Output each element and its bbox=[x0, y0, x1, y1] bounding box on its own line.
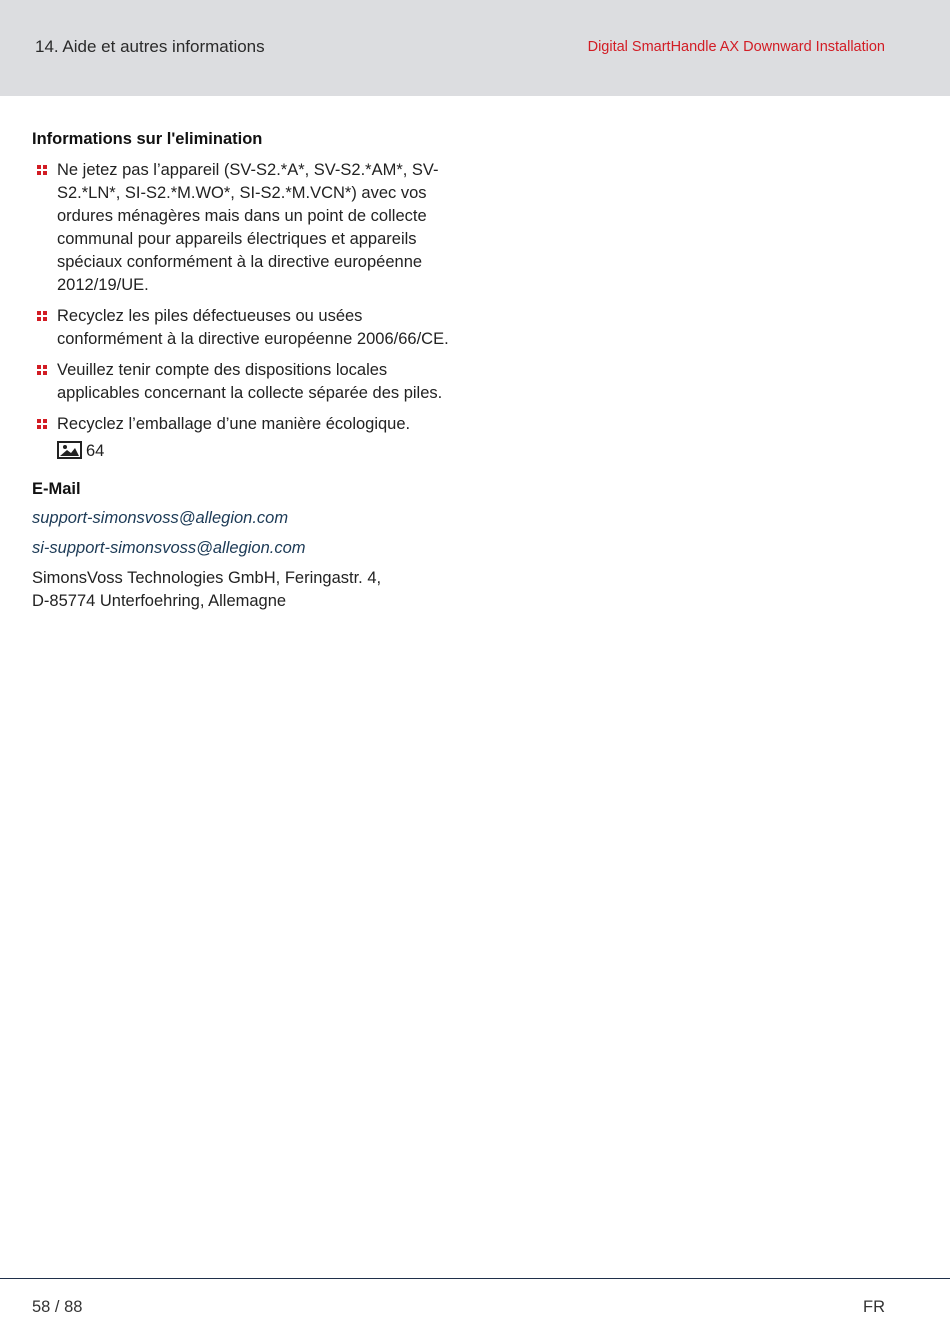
list-item bbox=[32, 359, 462, 405]
support-email-link[interactable]: support-simonsvoss@allegion.com bbox=[32, 509, 289, 527]
list-item-text: Recyclez l’emballage d’une manière écologique. bbox=[57, 415, 411, 433]
list-item-text: Ne jetez pas l’appareil (SV-S2.*A*, SV-S2.*AM*, SV-S2.*LN*, SI-S2.*M.WO*, SI-S2.*M.VCN*) avec vos ordures ménagères mais dans un point de collecte communal pour appareils électriques et appareils spéciaux conformément à la directive européenne 2012/19/UE. bbox=[57, 161, 439, 294]
disposal-section-title: Informations sur l'elimination bbox=[32, 130, 263, 148]
page-number: 58 / 88 bbox=[32, 1298, 83, 1316]
language-code: FR bbox=[863, 1298, 885, 1316]
company-address bbox=[32, 567, 462, 613]
page-reference[interactable] bbox=[57, 440, 462, 462]
image-icon bbox=[57, 441, 82, 459]
list-item-text: Veuillez tenir compte des dispositions locales applicables concernant la collecte séparée des piles. bbox=[57, 361, 443, 402]
product-title: Digital SmartHandle AX Downward Installation bbox=[587, 39, 885, 55]
list-item-text: Recyclez les piles défectueuses ou usées conformément à la directive européenne 2006/66/CE. bbox=[57, 307, 449, 348]
address-line-1: SimonsVoss Technologies GmbH, Feringastr. 4, bbox=[32, 569, 382, 587]
list-item bbox=[32, 159, 462, 297]
bullet-icon bbox=[37, 311, 47, 321]
si-support-email-link[interactable]: si-support-simonsvoss@allegion.com bbox=[32, 539, 306, 557]
chapter-title: 14. Aide et autres informations bbox=[35, 37, 265, 56]
bullet-icon bbox=[37, 165, 47, 175]
page-header bbox=[0, 0, 950, 96]
address-line-2: D-85774 Unterfoehring, Allemagne bbox=[32, 592, 287, 610]
bullet-icon bbox=[37, 419, 47, 429]
bullet-icon bbox=[37, 365, 47, 375]
list-item bbox=[32, 413, 462, 462]
disposal-list bbox=[32, 159, 462, 462]
reference-page-number: 64 bbox=[86, 442, 105, 460]
email-section-title: E-Mail bbox=[32, 480, 81, 498]
main-content bbox=[32, 128, 462, 613]
list-item bbox=[32, 305, 462, 351]
footer-divider bbox=[0, 1278, 950, 1279]
